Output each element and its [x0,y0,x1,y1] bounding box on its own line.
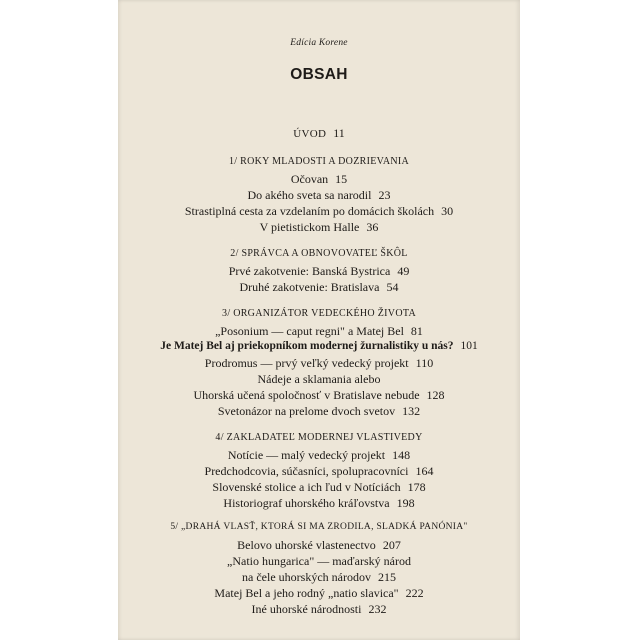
book-page [118,0,520,640]
section-heading: 2/ SPRÁVCA A OBNOVOVATEĽ ŠKÔL [230,248,408,259]
toc-entry: Notície — malý vedecký projekt 148 [227,448,411,462]
toc-entry: Predchodcovia, súčasníci, spolupracovníci 164 [204,464,434,478]
section-heading: 3/ ORGANIZÁTOR VEDECKÉHO ŽIVOTA [222,308,416,319]
toc-entry: Je Matej Bel aj priekopníkom modernej žurnalistiky u nás? 101 [160,340,478,352]
background-right [520,0,640,640]
toc-entry: Nádeje a sklamania alebo [257,372,381,386]
toc-entry: Historiograf uhorského kráľovstva 198 [223,496,415,510]
intro-label: ÚVOD [293,128,327,140]
intro-page: 11 [333,126,345,140]
intro-entry [118,126,520,141]
toc-entry: Iné uhorské národnosti 232 [251,602,387,616]
toc-entry: „Posonium — caput regni" a Matej Bel 81 [215,324,423,338]
toc-entry: V pietistickom Halle 36 [259,220,379,234]
section-heading: 1/ ROKY MLADOSTI A DOZRIEVANIA [228,156,410,167]
toc-entry: Do akého sveta sa narodil 23 [247,188,391,202]
page-title: OBSAH [290,66,348,83]
background-left [0,0,118,640]
toc-entry: Matej Bel a jeho rodný „natio slavica" 222 [214,586,424,600]
toc-entry: Belovo uhorské vlastenectvo 207 [237,538,401,552]
toc-entry: Druhé zakotvenie: Bratislava 54 [239,280,399,294]
toc-entry: na čele uhorských národov 215 [242,570,396,584]
toc-entry: „Natio hungarica" — maďarský národ [227,554,411,568]
toc-entry: Slovenské stolice a ich ľud v Notíciách 178 [212,480,426,494]
section-heading: 4/ ZAKLADATEĽ MODERNEJ VLASTIVEDY [215,432,423,443]
toc-entry: Prvé zakotvenie: Banská Bystrica 49 [228,264,410,278]
toc-entry: Uhorská učená spoločnosť v Bratislave nebude 128 [193,388,445,402]
toc-entry: Očovan 15 [290,172,348,186]
toc-entry: Svetonázor na prelome dvoch svetov 132 [217,404,421,418]
toc-entry: Prodromus — prvý veľký vedecký projekt 110 [204,356,434,370]
section-heading: 5/ „DRAHÁ VLASŤ, KTORÁ SI MA ZRODILA, SLADKÁ PANÓNIA" [170,522,468,532]
toc-entry: Strastiplná cesta za vzdelaním po domácich školách 30 [184,204,454,218]
series-name: Edícia Korene [290,38,348,48]
